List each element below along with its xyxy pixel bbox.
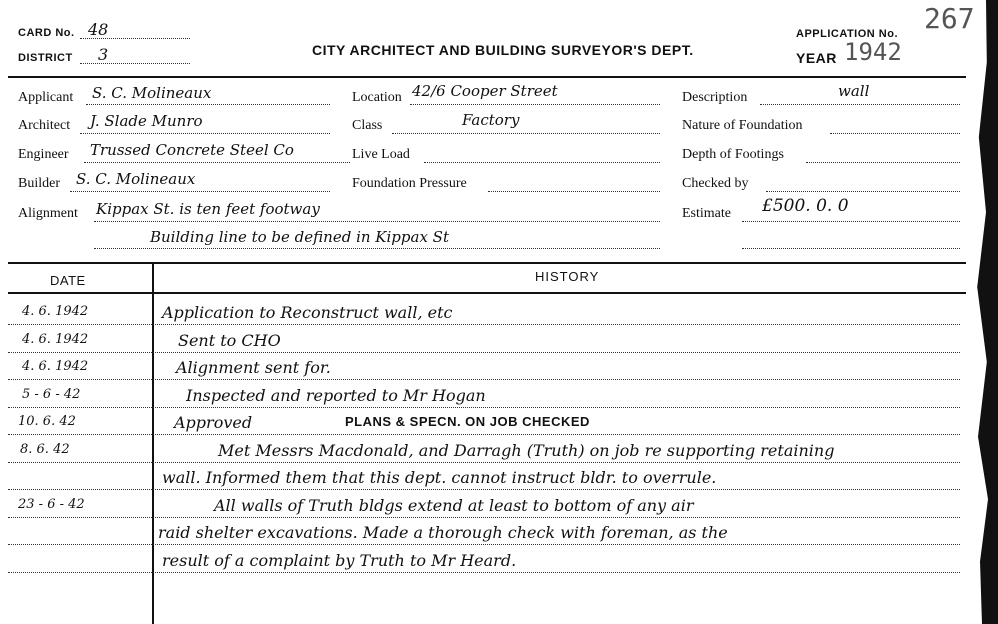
depth-label: Depth of Footings <box>682 147 784 162</box>
torn-edge <box>958 0 998 624</box>
foundation-pressure-line <box>488 191 660 192</box>
card-no-label: CARD No. <box>18 27 75 39</box>
engineer-line <box>84 162 350 163</box>
location-line <box>410 104 660 105</box>
row-history-text: wall. Informed them that this dept. cannot instruct bldr. to overrule. <box>162 468 717 487</box>
engineer-label: Engineer <box>18 147 69 162</box>
row-history-text: All walls of Truth bldgs extend at least to bottom of any air <box>214 495 694 515</box>
department-title: CITY ARCHITECT AND BUILDING SURVEYOR'S DEPT. <box>312 42 694 58</box>
live-load-label: Live Load <box>352 147 410 162</box>
applicant-line <box>86 104 330 105</box>
row-history-text: Approved <box>174 413 253 432</box>
estimate-label: Estimate <box>682 206 731 221</box>
alignment-line-1 <box>94 221 660 222</box>
applicant-value: S. C. Molineaux <box>92 84 212 102</box>
class-value: Factory <box>462 111 520 129</box>
location-value: 42/6 Cooper Street <box>412 82 558 100</box>
builder-label: Builder <box>18 176 60 191</box>
estimate-line <box>742 221 960 222</box>
description-label: Description <box>682 90 748 105</box>
nature-line <box>830 133 960 134</box>
row-date: 4. 6. 1942 <box>22 359 89 374</box>
row-history-text: Sent to CHO <box>178 330 281 350</box>
row-rule <box>8 407 960 408</box>
district-value: 3 <box>98 45 109 64</box>
alignment-label: Alignment <box>18 206 78 221</box>
architect-line <box>80 133 330 134</box>
application-no-label: APPLICATION No. <box>796 28 899 40</box>
year-label: YEAR <box>796 50 837 66</box>
row-rule <box>8 489 960 490</box>
row-rule <box>8 434 960 435</box>
district-line <box>80 63 190 64</box>
location-label: Location <box>352 90 402 105</box>
estimate-value: £500. 0. 0 <box>762 196 849 216</box>
row-rule <box>8 352 960 353</box>
estimate-line-2 <box>742 248 960 249</box>
applicant-label: Applicant <box>18 90 74 105</box>
row-date: 23 - 6 - 42 <box>18 496 85 512</box>
row-history-text: Alignment sent for. <box>176 358 331 377</box>
row-date: 10. 6. 42 <box>18 414 76 429</box>
card-no-value: 48 <box>88 20 109 39</box>
class-label: Class <box>352 118 383 133</box>
date-column-divider <box>152 262 154 624</box>
row-history-text: Application to Reconstruct wall, etc <box>162 303 453 322</box>
architect-label: Architect <box>18 118 71 133</box>
alignment-value-1: Kippax St. is ten feet footway <box>96 200 320 218</box>
row-rule <box>8 462 960 463</box>
row-date: 8. 6. 42 <box>20 441 70 457</box>
nature-label: Nature of Foundation <box>682 118 803 133</box>
date-header: DATE <box>50 273 86 288</box>
history-header: HISTORY <box>535 269 600 284</box>
row-rule <box>8 324 960 325</box>
checked-line <box>766 191 960 192</box>
engineer-value: Trussed Concrete Steel Co <box>90 141 294 159</box>
row-rule <box>8 517 960 518</box>
application-no-value: 267 <box>924 2 975 35</box>
depth-line <box>806 162 960 163</box>
alignment-line-2 <box>94 248 660 249</box>
row-rule <box>8 379 960 380</box>
architect-value: J. Slade Munro <box>90 112 203 130</box>
row-history-text: Met Messrs Macdonald, and Darragh (Truth) on job re supporting retaining <box>218 440 835 460</box>
checked-stamp: PLANS & SPECN. ON JOB CHECKED <box>345 414 590 429</box>
description-line <box>760 104 960 105</box>
header-rule <box>8 76 966 78</box>
builder-line <box>70 191 330 192</box>
checked-label: Checked by <box>682 176 749 191</box>
description-value: wall <box>838 82 870 100</box>
card-no-line <box>80 38 190 39</box>
row-date: 5 - 6 - 42 <box>22 386 81 402</box>
year-value: 1942 <box>844 38 902 66</box>
row-date: 4. 6. 1942 <box>22 331 89 347</box>
row-rule <box>8 544 960 545</box>
district-label: DISTRICT <box>18 52 73 64</box>
row-history-text: result of a complaint by Truth to Mr Heard. <box>162 550 517 570</box>
alignment-value-2: Building line to be defined in Kippax St <box>150 228 449 246</box>
row-date: 4. 6. 1942 <box>22 304 89 319</box>
live-load-line <box>424 162 660 163</box>
row-history-text: raid shelter excavations. Made a thorough check with foreman, as the <box>158 523 728 542</box>
row-rule <box>8 572 960 573</box>
builder-value: S. C. Molineaux <box>76 170 196 188</box>
row-history-text: Inspected and reported to Mr Hogan <box>186 385 486 405</box>
foundation-pressure-label: Foundation Pressure <box>352 176 467 191</box>
class-line <box>392 133 660 134</box>
